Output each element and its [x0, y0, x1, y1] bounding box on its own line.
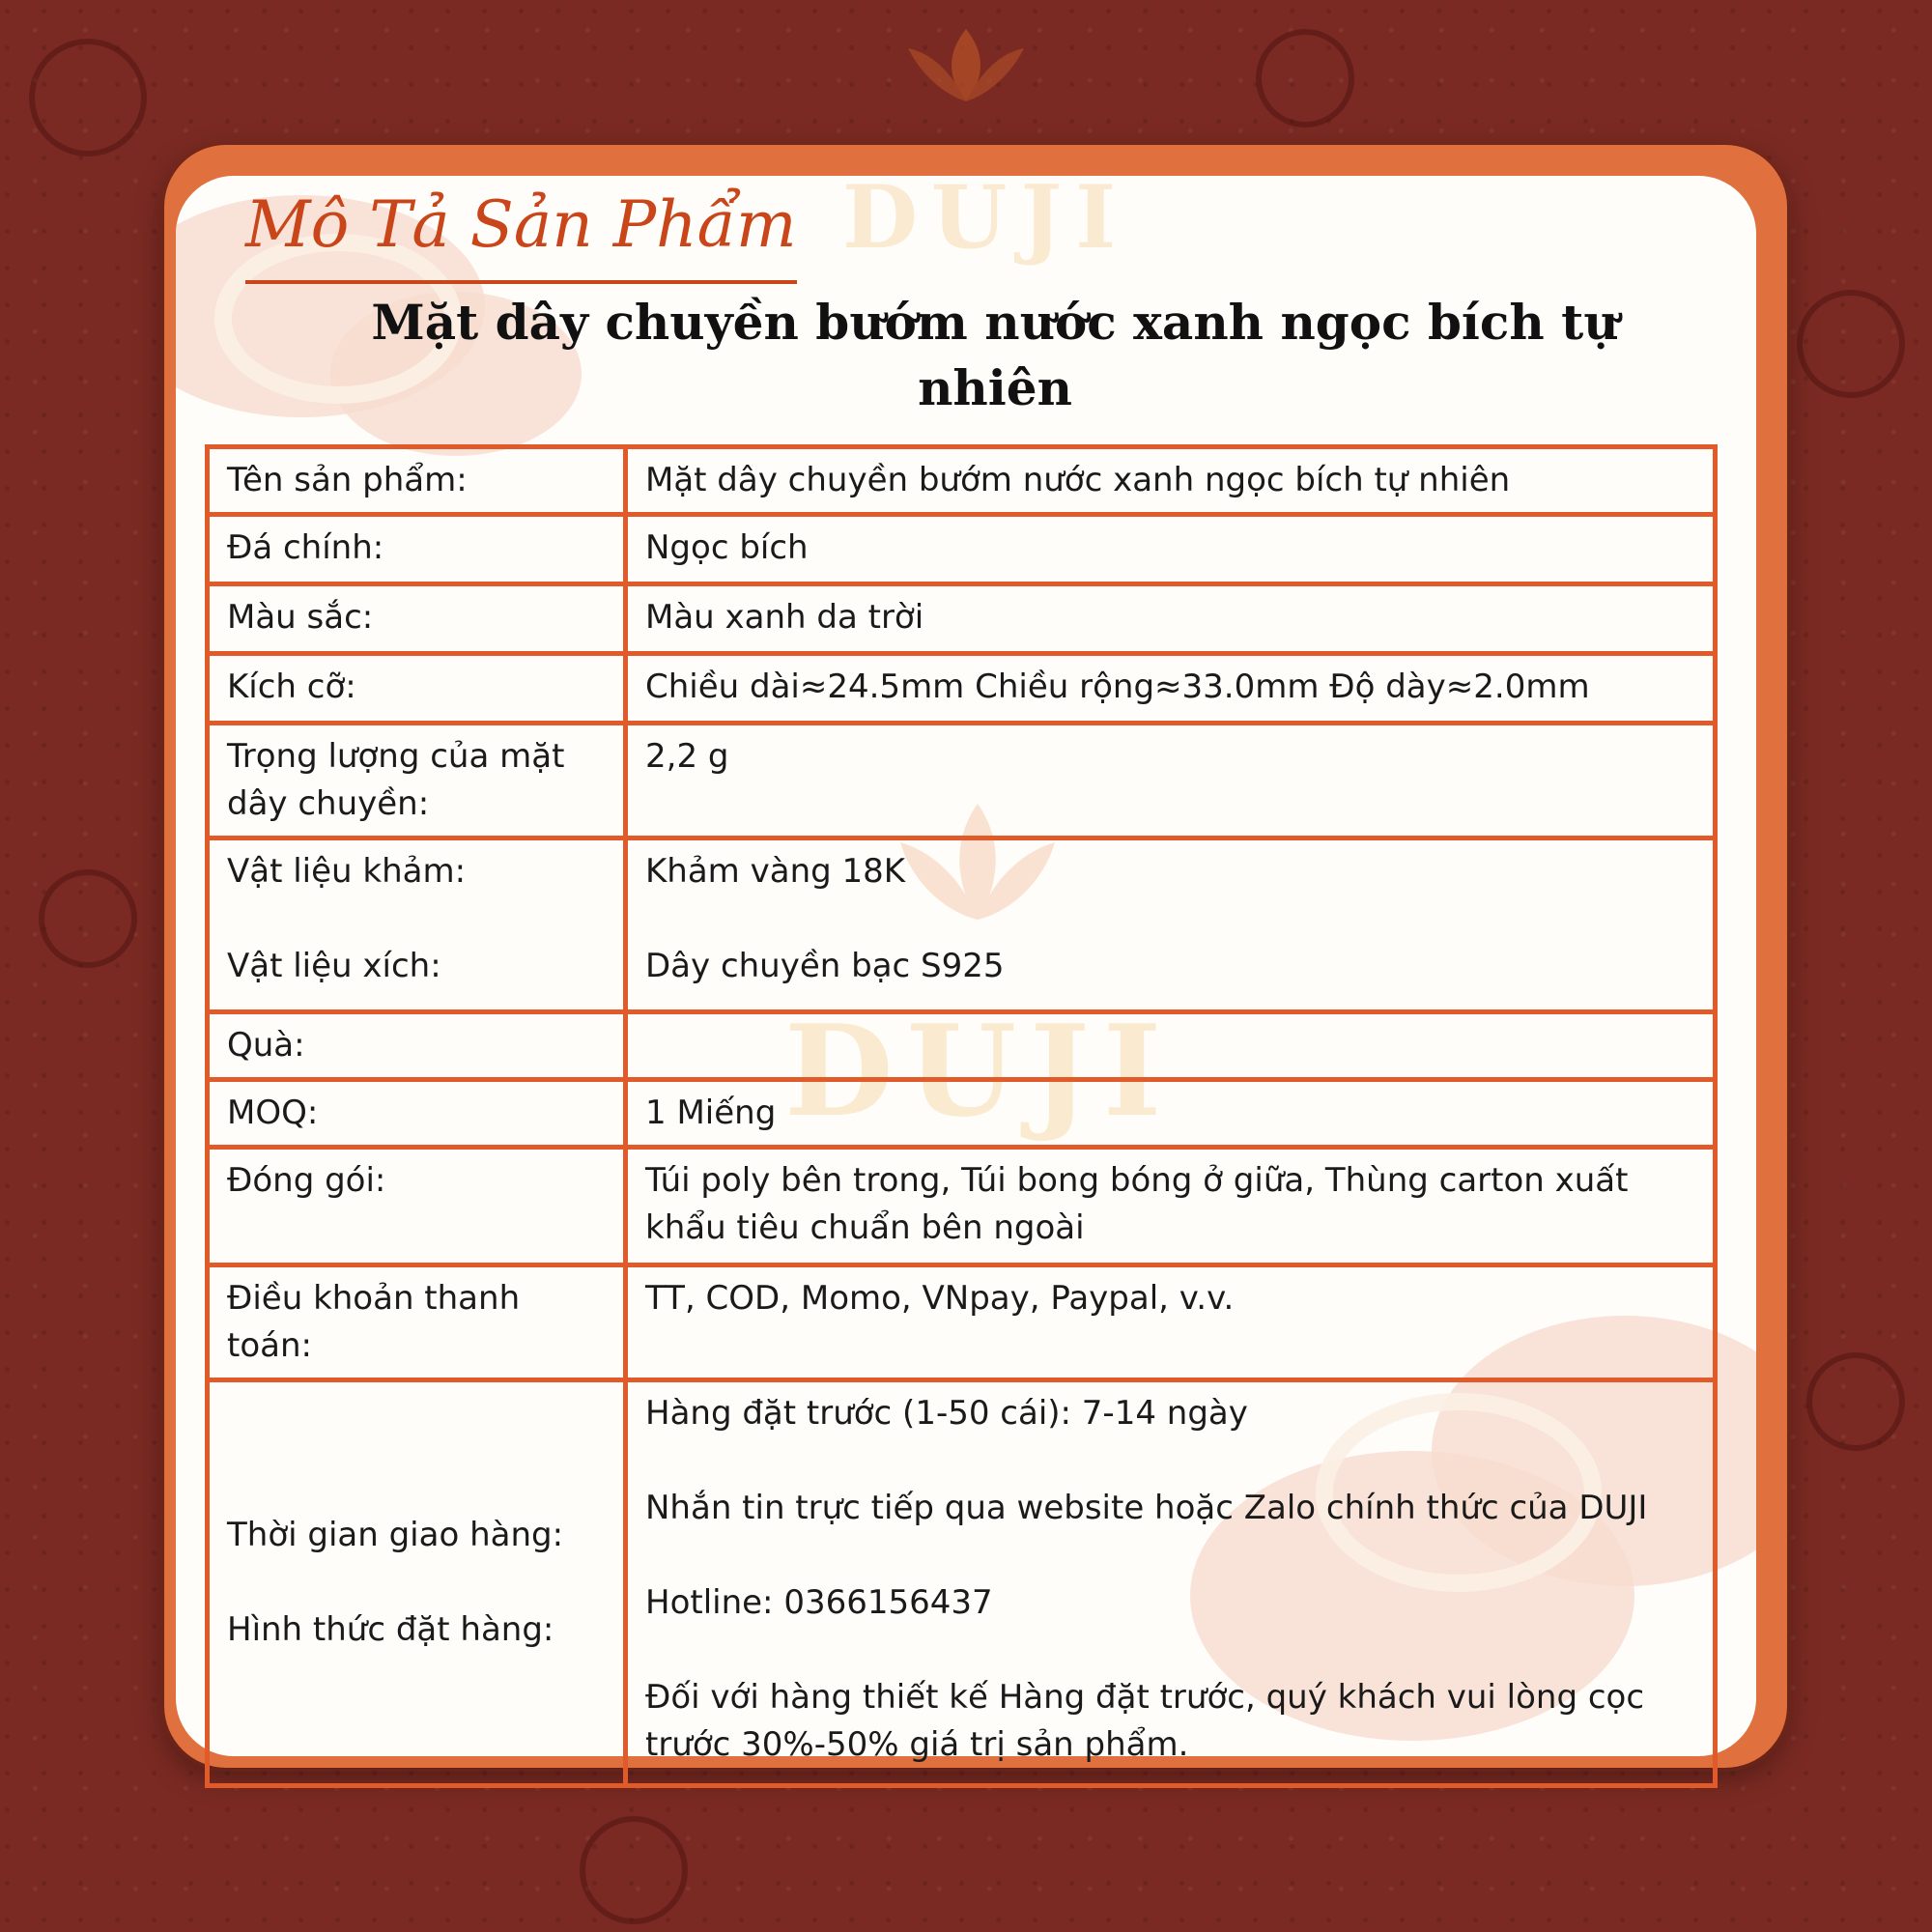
table-row: [208, 1265, 1716, 1380]
section-heading: Mô Tả Sản Phẩm: [245, 193, 797, 284]
spec-label: Kích cỡ:: [208, 654, 626, 724]
spec-value: 1 Miếng: [626, 1080, 1716, 1148]
spec-label: Điều khoản thanh toán:: [208, 1265, 626, 1380]
spec-value: Ngọc bích: [626, 515, 1716, 584]
background-swirl: [1256, 29, 1354, 128]
spec-value: Màu xanh da trời: [626, 584, 1716, 654]
spec-label: Đá chính:: [208, 515, 626, 584]
table-row: [208, 1012, 1716, 1080]
table-row: [208, 654, 1716, 724]
watermark-center: DUJI: [784, 997, 1176, 1145]
lotus-ornament-icon: [889, 19, 1043, 106]
table-row: [208, 1380, 1716, 1786]
spec-value: Hàng đặt trước (1-50 cái): 7-14 ngày: [645, 1394, 1248, 1433]
table-row: [208, 584, 1716, 654]
spec-label: Quà:: [208, 1012, 626, 1080]
background-swirl: [1797, 290, 1905, 398]
spec-value: Khảm vàng 18K: [645, 852, 906, 891]
spec-value: Túi poly bên trong, Túi bong bóng ở giữa, Thùng carton xuất khẩu tiêu chuẩn bên ngoài: [626, 1148, 1716, 1265]
spec-label: Thời gian giao hàng:: [227, 1516, 564, 1554]
background-swirl: [29, 39, 147, 156]
spec-label: Vật liệu xích:: [227, 947, 441, 985]
spec-label: Đóng gói:: [208, 1148, 626, 1265]
table-row: [208, 724, 1716, 838]
spec-value: [626, 1012, 1716, 1080]
watermark-top: DUJI: [842, 176, 1130, 269]
spec-value: Nhắn tin trực tiếp qua website hoặc Zalo chính thức của DUJI: [645, 1489, 1648, 1527]
spec-value: Hotline: 0366156437: [645, 1583, 993, 1622]
spec-value: Mặt dây chuyền bướm nước xanh ngọc bích tự nhiên: [626, 447, 1716, 515]
table-row: [208, 447, 1716, 515]
table-row: [208, 515, 1716, 584]
table-row: [208, 1080, 1716, 1148]
spec-label: MOQ:: [208, 1080, 626, 1148]
background-swirl: [580, 1816, 688, 1924]
spec-value: 2,2 g: [626, 724, 1716, 838]
spec-label: Hình thức đặt hàng:: [227, 1610, 554, 1649]
background-swirl: [1806, 1352, 1905, 1451]
table-row: [208, 1148, 1716, 1265]
spec-value: TT, COD, Momo, VNpay, Paypal, v.v.: [626, 1265, 1716, 1380]
specs-table: [205, 444, 1718, 1788]
spec-label: Màu sắc:: [208, 584, 626, 654]
spec-label: Tên sản phẩm:: [208, 447, 626, 515]
spec-value: Chiều dài≈24.5mm Chiều rộng≈33.0mm Độ dày≈2.0mm: [626, 654, 1716, 724]
spec-value: Đối với hàng thiết kế Hàng đặt trước, quý khách vui lòng cọc trước 30%-50% giá trị sản phẩm.: [645, 1678, 1645, 1764]
spec-label: Trọng lượng của mặt dây chuyền:: [208, 724, 626, 838]
table-row: [208, 838, 1716, 1012]
spec-value: Dây chuyền bạc S925: [645, 947, 1005, 985]
spec-label: Vật liệu khảm:: [227, 852, 467, 891]
background-swirl: [39, 869, 137, 968]
product-title: Mặt dây chuyền bướm nước xanh ngọc bích tự nhiên: [371, 294, 1619, 416]
